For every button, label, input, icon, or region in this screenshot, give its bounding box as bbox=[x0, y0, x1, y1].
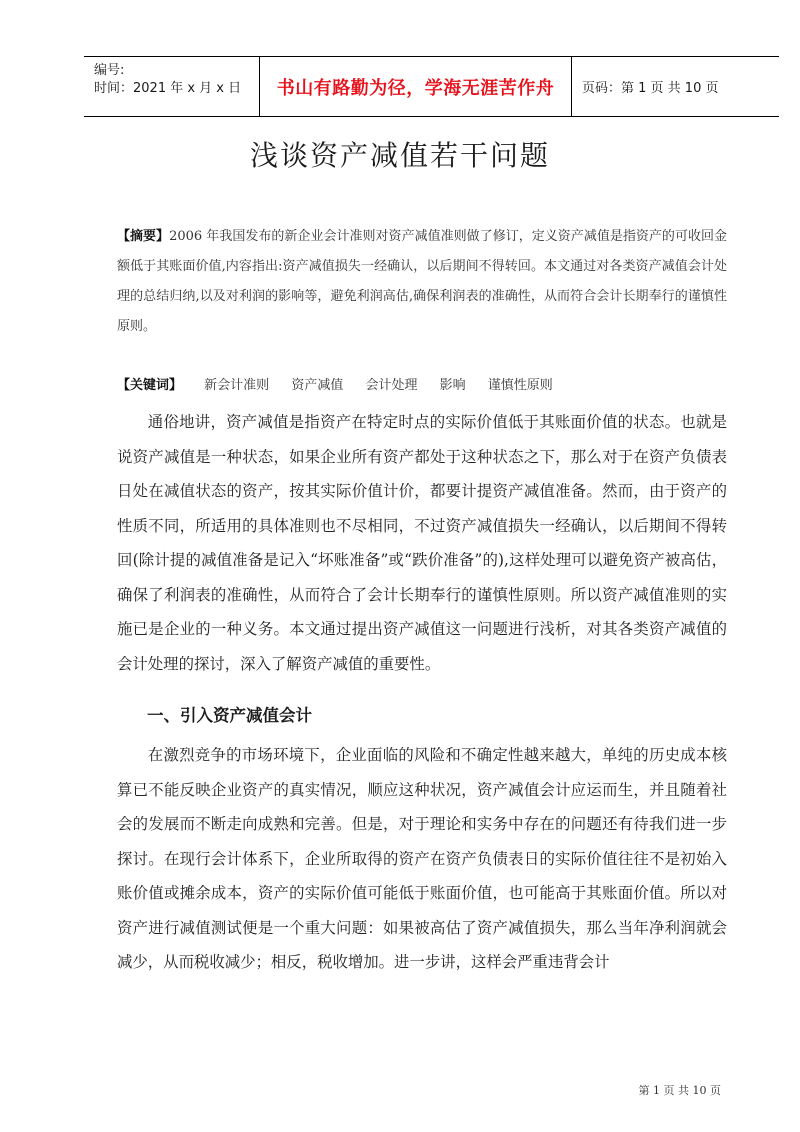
paragraph-text: 在激烈竞争的市场环境下，企业面临的风险和不确定性越来越大，单纯的历史成本核算已不能反映企业资产的真实情况，顺应这种状况，资产减值会计应运而生，并且随着社会的发展而不断走向成熟和完善。但是，对于理论和实务中存在的问题还有待我们进一步探讨。在现行会计体系下，企业所取得的资产在资产负债表日的实际价值往往不是初始入账价值或摊余成本，资产的实际价值可能低于账面价值，也可能高于其账面价值。所以对资产进行减值测试便是一个重大问题：如果被高估了资产减值损失，那么当年净利润就会减少，从而税收减少；相反，税收增加。进一步讲，这样会严重违背会计 bbox=[117, 746, 727, 971]
header-page-number: 页码：第 1 页 共 10 页 bbox=[582, 81, 719, 96]
abstract-text: 2006 年我国发布的新企业会计准则对资产减值准则做了修订，定义资产减值是指资产的可收回金额低于其账面价值,内容指出:资产减值损失一经确认，以后期间不得转回。本文通过对各类资产减值会计处理的总结归纳,以及对利润的影响等，避免利润高估,确保利润表的准确性，从而符合会计长期奉行的谨慎性原则。 bbox=[117, 229, 727, 334]
document-time: 时间：2021 年 x 月 x 日 bbox=[94, 81, 242, 96]
keywords-block bbox=[117, 372, 737, 400]
abstract-block bbox=[117, 222, 727, 342]
keywords-label: 【关键词】 bbox=[117, 378, 183, 393]
keyword-item: 影响 bbox=[439, 378, 466, 393]
section-heading: 一、引入资产减值会计 bbox=[147, 706, 312, 725]
keyword-item: 会计处理 bbox=[365, 378, 418, 393]
paragraph-text: 通俗地讲，资产减值是指资产在特定时点的实际价值低于其账面价值的状态。也就是说资产减值是一种状态，如果企业所有资产都处于这种状态之下，那么对于在资产负债表日处在减值状态的资产，按其实际价值计价，都要计提资产减值准备。然而，由于资产的性质不同，所适用的具体准则也不尽相同，不过资产减值损失一经确认，以后期间不得转回(除计提的减值准备是记入“坏账准备”或“跌价准备”的),这样处理可以避免资产被高估，确保了利润表的准确性，从而符合了会计长期奉行的谨慎性原则。所以资产减值准则的实施已是企业的一种义务。本文通过提出资产减值这一问题进行浅析，对其各类资产减值的会计处理的探讨，深入了解资产减值的重要性。 bbox=[117, 413, 727, 673]
document-number-label: 编号: bbox=[94, 63, 125, 78]
keyword-item: 谨慎性原则 bbox=[487, 378, 553, 393]
keyword-item: 新会计准则 bbox=[204, 378, 270, 393]
body-paragraph-2 bbox=[117, 738, 727, 980]
abstract-label: 【摘要】 bbox=[117, 229, 170, 244]
header-meta bbox=[84, 57, 259, 116]
header-table bbox=[84, 56, 779, 117]
document-title: 浅谈资产减值若干问题 bbox=[249, 139, 550, 172]
keyword-item: 资产减值 bbox=[291, 378, 344, 393]
page-footer: 第 1 页 共 10 页 bbox=[638, 1084, 721, 1097]
header-motto: 书山有路勤为径，学海无涯苦作舟 bbox=[259, 57, 572, 116]
body-paragraph-1 bbox=[117, 405, 727, 681]
